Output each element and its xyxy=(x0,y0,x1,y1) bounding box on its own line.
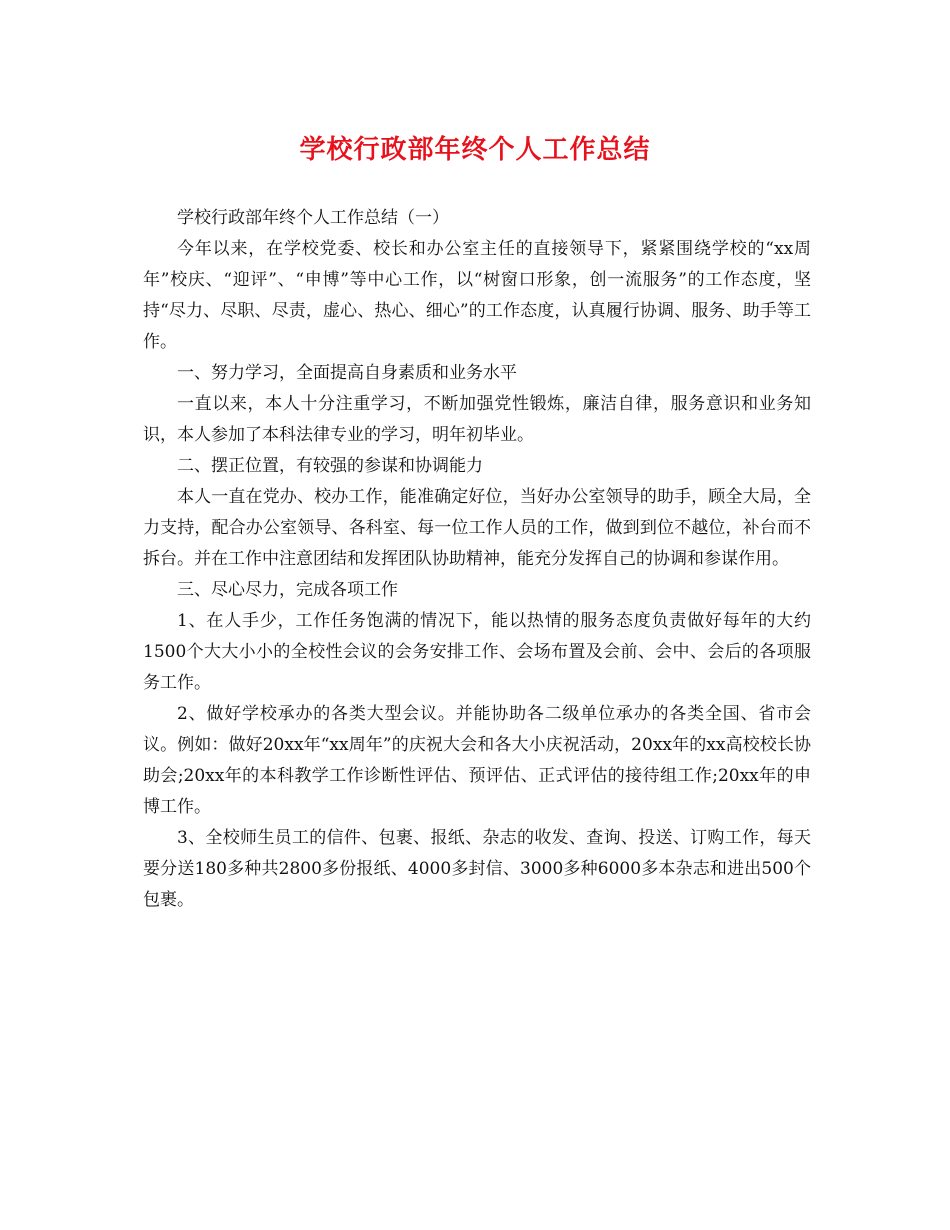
list-item-2: 2、做好学校承办的各类大型会议。并能协助各二级单位承办的各类全国、省市会议。例如：做好20xx年“xx周年”的庆祝大会和各大小庆祝活动，20xx年的xx高校校长协助会;20xx年的本科教学工作诊断性评估、预评估、正式评估的接待组工作;20xx年的申博工作。 xyxy=(143,704,811,817)
subheading-study: 一、努力学习，全面提高自身素质和业务水平 xyxy=(177,363,517,383)
paragraph-study: 一直以来，本人十分注重学习，不断加强党性锻炼，廉洁自律，服务意识和业务知识，本人参加了本科法律专业的学习，明年初毕业。 xyxy=(143,394,811,445)
section-heading: 学校行政部年终个人工作总结（一） xyxy=(177,208,449,228)
paragraph-position: 本人一直在党办、校办工作，能准确定好位，当好办公室领导的助手，顾全大局，全力支持，配合办公室领导、各科室、每一位工作人员的工作，做到到位不越位，补台而不拆台。并在工作中注意团结和发挥团队协助精神，能充分发挥自己的协调和参谋作用。 xyxy=(143,487,811,569)
list-item-3: 3、全校师生员工的信件、包裹、报纸、杂志的收发、查询、投送、订购工作，每天要分送180多种共2800多份报纸、4000多封信、3000多种6000多本杂志和进出500个包裹。 xyxy=(143,828,811,910)
document-title: 学校行政部年终个人工作总结 xyxy=(299,135,651,165)
list-item-1: 1、在人手少，工作任务饱满的情况下，能以热情的服务态度负责做好每年的大约1500个大大小小的全校性会议的会务安排工作、会场布置及会前、会中、会后的各项服务工作。 xyxy=(143,611,811,693)
subheading-position: 二、摆正位置，有较强的参谋和协调能力 xyxy=(177,456,483,476)
intro-paragraph: 今年以来，在学校党委、校长和办公室主任的直接领导下，紧紧围绕学校的“xx周年”校庆、“迎评”、“申博”等中心工作，以“树窗口形象，创一流服务”的工作态度，坚持“尽力、尽职、尽责，虚心、热心、细心”的工作态度，认真履行协调、服务、助手等工作。 xyxy=(143,239,811,352)
document-body xyxy=(143,203,811,916)
subheading-tasks: 三、尽心尽力，完成各项工作 xyxy=(177,580,398,600)
